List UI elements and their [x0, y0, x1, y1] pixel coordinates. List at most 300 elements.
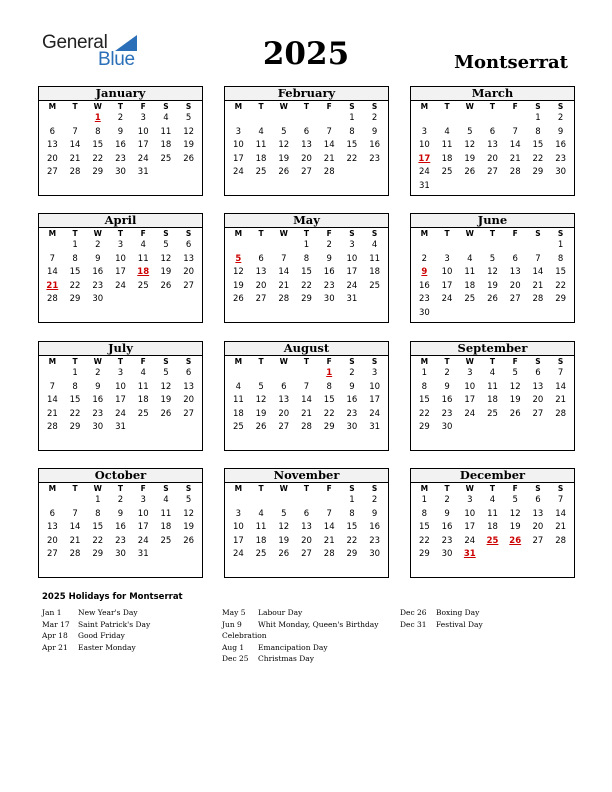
country-name: Montserrat: [454, 52, 568, 73]
day-cell: 10: [137, 126, 149, 137]
month-title: July: [39, 342, 202, 356]
holiday-column: [42, 607, 208, 653]
day-cell: 25: [487, 408, 498, 419]
day-cell: 18: [464, 280, 476, 291]
day-cell: 18: [487, 395, 498, 405]
empty-cell: [250, 367, 273, 381]
weekday-label: F: [140, 484, 146, 493]
weekday-label: S: [557, 484, 564, 493]
empty-cell: [436, 112, 459, 126]
day-grid: [39, 101, 202, 180]
day-cell: 29: [418, 422, 430, 432]
day-cell: 22: [92, 153, 104, 164]
day-cell: 11: [255, 140, 267, 150]
day-cell: 17: [137, 522, 149, 532]
day-cell: 23: [115, 535, 126, 546]
empty-cell: [227, 112, 250, 126]
weekday-label: S: [535, 484, 541, 493]
day-cell: 7: [281, 253, 287, 264]
day-cell: 6: [535, 495, 541, 505]
month-title: December: [411, 469, 574, 483]
day-cell: 2: [349, 368, 355, 378]
day-cell: 13: [183, 253, 195, 264]
day-cell: 15: [92, 140, 104, 150]
day-cell: 13: [532, 381, 544, 392]
weekday-label: T: [72, 229, 78, 238]
day-cell: 4: [489, 495, 496, 505]
day-cell: 22: [301, 280, 312, 291]
day-cell: 11: [232, 395, 244, 405]
day-cell: 24: [232, 549, 244, 559]
day-cell: 21: [278, 280, 290, 291]
day-cell: 25: [137, 280, 149, 291]
month-title: April: [39, 214, 202, 228]
day-cell: 20: [278, 408, 290, 419]
holiday-date: Dec 26: [400, 608, 427, 617]
weekday-label: M: [48, 484, 57, 493]
holiday-row: [42, 642, 208, 654]
day-cell: 3: [467, 495, 473, 505]
day-cell: 16: [369, 140, 381, 150]
weekday-label: W: [465, 484, 474, 493]
day-cell: 20: [46, 535, 58, 546]
day-cell: 10: [232, 522, 244, 532]
holiday-day-cell: 1: [326, 368, 333, 378]
weekday-label: M: [48, 229, 57, 238]
day-cell: 11: [137, 253, 149, 264]
day-cell: 1: [421, 368, 428, 378]
day-cell: 10: [115, 253, 126, 264]
month-title: February: [225, 87, 388, 101]
day-cell: 2: [444, 368, 450, 378]
weekday-label: T: [117, 229, 124, 238]
day-cell: 5: [281, 508, 287, 519]
weekday-label: W: [465, 229, 474, 238]
day-cell: 12: [160, 253, 172, 264]
empty-cell: [41, 367, 64, 381]
weekday-label: F: [326, 484, 332, 493]
day-cell: 9: [117, 126, 124, 137]
day-cell: 7: [72, 126, 78, 137]
weekday-label: S: [535, 229, 541, 238]
day-cell: 21: [555, 522, 567, 532]
weekday-label: S: [557, 357, 564, 366]
day-cell: 3: [467, 368, 473, 378]
day-cell: 28: [532, 294, 544, 304]
weekday-label: S: [163, 357, 169, 366]
month-title: October: [39, 469, 202, 483]
day-cell: 9: [326, 253, 332, 264]
day-cell: 31: [418, 180, 430, 191]
day-cell: 6: [489, 126, 496, 137]
holiday-date: Aug 1: [222, 642, 245, 652]
weekday-label: S: [349, 229, 355, 238]
weekday-label: W: [93, 484, 102, 493]
holiday-date: May 5: [222, 608, 246, 617]
day-cell: 11: [487, 508, 498, 519]
day-cell: 9: [95, 253, 101, 264]
day-cell: 3: [117, 368, 124, 378]
weekday-label: M: [234, 229, 243, 238]
day-cell: 19: [464, 153, 476, 164]
day-cell: 24: [441, 294, 453, 304]
month-july: [38, 341, 203, 451]
empty-cell: [272, 239, 295, 253]
empty-cell: [64, 494, 87, 508]
day-cell: 13: [46, 140, 58, 150]
day-cell: 5: [489, 253, 496, 264]
day-cell: 8: [349, 126, 355, 137]
weekday-label: W: [93, 102, 102, 111]
month-title: November: [225, 469, 388, 483]
weekday-label: T: [489, 357, 496, 366]
day-cell: 20: [255, 280, 267, 291]
weekday-label: T: [303, 229, 310, 238]
day-cell: 23: [441, 408, 453, 419]
empty-cell: [481, 112, 504, 126]
day-cell: 16: [115, 522, 126, 532]
holiday-day-cell: 5: [235, 253, 242, 264]
day-cell: 12: [160, 381, 172, 392]
month-title: January: [39, 87, 202, 101]
day-cell: 12: [183, 126, 195, 137]
day-cell: 10: [369, 381, 381, 392]
day-cell: 26: [509, 408, 521, 419]
holiday-date: Mar 17: [42, 619, 70, 629]
weekday-label: F: [140, 229, 146, 238]
weekday-label: F: [512, 357, 518, 366]
day-cell: 21: [323, 153, 335, 164]
day-cell: 28: [555, 535, 567, 546]
day-cell: 7: [326, 508, 332, 519]
day-cell: 14: [555, 381, 567, 392]
month-title: March: [411, 87, 574, 101]
day-cell: 18: [369, 267, 381, 277]
day-cell: 30: [115, 549, 126, 559]
day-cell: 3: [421, 126, 428, 137]
weekday-label: S: [163, 484, 169, 493]
day-cell: 3: [140, 495, 146, 505]
weekday-label: S: [371, 229, 378, 238]
day-cell: 14: [555, 508, 567, 519]
day-cell: 12: [509, 381, 521, 392]
day-cell: 8: [557, 253, 564, 264]
day-cell: 30: [418, 307, 430, 318]
day-cell: 4: [140, 368, 146, 378]
holiday-row: [222, 653, 388, 665]
logo-text-blue: Blue: [98, 49, 135, 70]
weekday-label: W: [465, 102, 474, 111]
month-title: May: [225, 214, 388, 228]
holiday-row-continued: Celebration: [222, 631, 267, 640]
day-cell: 11: [137, 381, 149, 392]
weekday-label: T: [258, 357, 264, 366]
day-cell: 14: [69, 522, 81, 532]
day-cell: 19: [183, 522, 195, 532]
day-cell: 9: [444, 381, 450, 392]
day-cell: 17: [441, 280, 453, 291]
weekday-label: T: [258, 102, 264, 111]
day-cell: 12: [255, 395, 267, 405]
day-grid: [39, 228, 202, 307]
day-cell: 19: [487, 280, 498, 291]
empty-cell: [250, 239, 273, 253]
day-cell: 29: [69, 294, 81, 304]
day-cell: 14: [323, 140, 335, 150]
holiday-name: Emancipation Day: [258, 642, 328, 652]
day-cell: 8: [95, 508, 101, 519]
day-cell: 13: [183, 381, 195, 392]
day-cell: 6: [535, 368, 541, 378]
day-cell: 23: [369, 535, 381, 546]
day-cell: 28: [278, 294, 290, 304]
day-cell: 15: [532, 140, 544, 150]
day-cell: 22: [346, 535, 358, 546]
weekday-label: S: [371, 484, 378, 493]
day-cell: 16: [92, 395, 104, 405]
empty-cell: [318, 494, 341, 508]
day-cell: 21: [509, 153, 521, 164]
day-cell: 22: [92, 535, 104, 546]
holiday-name: Boxing Day: [436, 608, 480, 617]
day-cell: 29: [69, 422, 81, 432]
weekday-label: M: [420, 229, 429, 238]
day-cell: 2: [95, 368, 101, 378]
day-cell: 29: [555, 294, 567, 304]
day-cell: 4: [163, 113, 169, 123]
weekday-label: M: [234, 357, 243, 366]
day-cell: 19: [255, 408, 267, 419]
day-cell: 26: [160, 408, 172, 419]
day-cell: 2: [95, 240, 101, 250]
day-cell: 10: [464, 381, 476, 392]
day-cell: 18: [160, 140, 172, 150]
day-cell: 14: [509, 140, 521, 150]
day-cell: 22: [555, 280, 567, 291]
day-cell: 30: [92, 294, 104, 304]
holiday-day-cell: 9: [421, 267, 428, 277]
month-june: [410, 213, 575, 323]
weekday-label: T: [444, 357, 450, 366]
day-cell: 8: [72, 381, 78, 392]
day-cell: 19: [509, 522, 521, 532]
day-cell: 8: [349, 508, 355, 519]
day-cell: 26: [160, 280, 172, 291]
day-cell: 29: [92, 549, 104, 559]
day-cell: 27: [487, 167, 498, 177]
day-cell: 19: [509, 395, 521, 405]
day-cell: 30: [92, 422, 104, 432]
day-cell: 17: [232, 535, 244, 546]
day-cell: 28: [46, 422, 58, 432]
holiday-date: Dec 25: [222, 654, 249, 663]
day-cell: 14: [69, 140, 81, 150]
weekday-label: S: [557, 229, 564, 238]
day-cell: 21: [69, 153, 81, 164]
day-cell: 7: [49, 253, 56, 264]
day-cell: 2: [421, 253, 428, 264]
holiday-name: Festival Day: [436, 619, 483, 629]
day-cell: 23: [555, 153, 567, 164]
day-cell: 4: [163, 495, 169, 505]
empty-cell: [413, 112, 436, 126]
holiday-row: [400, 607, 566, 619]
day-cell: 2: [371, 113, 378, 123]
day-cell: 19: [232, 280, 244, 291]
day-cell: 2: [117, 495, 124, 505]
day-cell: 5: [185, 113, 192, 123]
empty-cell: [250, 494, 273, 508]
day-cell: 16: [323, 267, 335, 277]
day-cell: 20: [532, 522, 544, 532]
empty-cell: [272, 112, 295, 126]
day-cell: 2: [326, 240, 332, 250]
month-january: [38, 86, 203, 196]
day-cell: 20: [532, 395, 544, 405]
day-cell: 23: [441, 535, 453, 546]
day-cell: 31: [346, 294, 358, 304]
day-cell: 27: [183, 408, 195, 419]
weekday-label: W: [279, 229, 288, 238]
weekday-label: S: [185, 102, 192, 111]
empty-cell: [458, 239, 481, 253]
holiday-row: [222, 619, 388, 631]
weekday-label: W: [279, 102, 288, 111]
day-cell: 17: [464, 522, 476, 532]
day-cell: 24: [232, 167, 244, 177]
holiday-day-cell: 17: [418, 153, 431, 164]
day-cell: 20: [509, 280, 521, 291]
holiday-day-cell: 26: [509, 535, 522, 546]
day-cell: 7: [557, 368, 564, 378]
empty-cell: [504, 239, 527, 253]
day-cell: 26: [278, 167, 290, 177]
day-cell: 4: [140, 240, 146, 250]
day-cell: 24: [137, 153, 149, 164]
day-cell: 4: [258, 126, 264, 137]
weekday-label: T: [117, 357, 124, 366]
weekday-label: T: [489, 229, 496, 238]
day-cell: 23: [369, 153, 381, 164]
day-cell: 18: [255, 535, 267, 546]
weekday-label: M: [420, 357, 429, 366]
holidays-title: 2025 Holidays for Montserrat: [42, 592, 183, 602]
holiday-day-cell: 1: [94, 113, 101, 123]
weekday-label: M: [420, 484, 429, 493]
day-cell: 22: [69, 408, 81, 419]
weekday-label: T: [489, 102, 496, 111]
day-cell: 13: [301, 140, 312, 150]
weekday-label: W: [93, 357, 102, 366]
holiday-column: [400, 607, 566, 630]
day-cell: 29: [92, 167, 104, 177]
day-cell: 24: [115, 280, 126, 291]
weekday-label: M: [48, 357, 57, 366]
weekday-label: F: [326, 102, 332, 111]
weekday-label: T: [117, 484, 124, 493]
day-cell: 20: [183, 267, 195, 277]
weekday-label: T: [303, 357, 310, 366]
weekday-label: F: [326, 229, 332, 238]
day-cell: 4: [371, 240, 378, 250]
day-cell: 22: [532, 153, 544, 164]
weekday-label: S: [185, 229, 192, 238]
day-cell: 31: [137, 549, 149, 559]
day-cell: 19: [278, 535, 290, 546]
day-cell: 28: [69, 167, 81, 177]
weekday-label: M: [234, 102, 243, 111]
day-cell: 9: [371, 126, 378, 137]
day-cell: 18: [441, 153, 453, 164]
day-cell: 19: [278, 153, 290, 164]
day-cell: 30: [323, 294, 335, 304]
day-cell: 1: [95, 495, 101, 505]
weekday-label: T: [258, 229, 264, 238]
day-cell: 13: [301, 522, 312, 532]
day-grid: [225, 101, 388, 180]
day-cell: 7: [326, 126, 332, 137]
day-cell: 11: [487, 381, 498, 392]
holiday-column: [222, 607, 388, 665]
day-cell: 27: [255, 294, 267, 304]
holiday-date: Apr 21: [42, 642, 68, 652]
day-cell: 17: [115, 267, 126, 277]
day-cell: 14: [46, 267, 58, 277]
day-cell: 9: [349, 381, 355, 392]
day-cell: 19: [160, 395, 172, 405]
weekday-label: S: [535, 102, 541, 111]
day-cell: 25: [464, 294, 476, 304]
weekday-label: S: [349, 102, 355, 111]
day-cell: 7: [557, 495, 564, 505]
day-cell: 8: [326, 381, 332, 392]
day-cell: 9: [557, 126, 564, 137]
day-cell: 10: [464, 508, 476, 519]
day-cell: 24: [418, 167, 430, 177]
holiday-row: [222, 607, 388, 619]
day-cell: 26: [232, 294, 244, 304]
day-cell: 16: [441, 522, 453, 532]
holiday-row: [42, 607, 208, 619]
day-cell: 5: [163, 368, 169, 378]
day-cell: 20: [46, 153, 58, 164]
day-cell: 12: [509, 508, 521, 519]
day-cell: 5: [258, 381, 264, 392]
weekday-label: W: [465, 357, 474, 366]
day-cell: 7: [49, 381, 56, 392]
day-grid: [225, 356, 388, 435]
empty-cell: [64, 112, 87, 126]
day-cell: 18: [255, 153, 267, 164]
day-cell: 13: [46, 522, 58, 532]
holiday-name: Saint Patrick's Day: [78, 619, 151, 629]
day-cell: 26: [183, 153, 195, 164]
day-cell: 24: [464, 535, 476, 546]
day-cell: 31: [115, 422, 126, 432]
day-cell: 22: [418, 408, 430, 419]
day-cell: 15: [346, 140, 358, 150]
day-cell: 24: [369, 408, 381, 419]
day-cell: 28: [323, 167, 335, 177]
day-cell: 27: [301, 549, 312, 559]
empty-cell: [295, 112, 318, 126]
day-grid: [39, 356, 202, 435]
day-cell: 17: [369, 395, 381, 405]
day-cell: 23: [323, 280, 335, 291]
day-cell: 1: [535, 113, 541, 123]
day-cell: 26: [464, 167, 476, 177]
day-cell: 23: [115, 153, 126, 164]
